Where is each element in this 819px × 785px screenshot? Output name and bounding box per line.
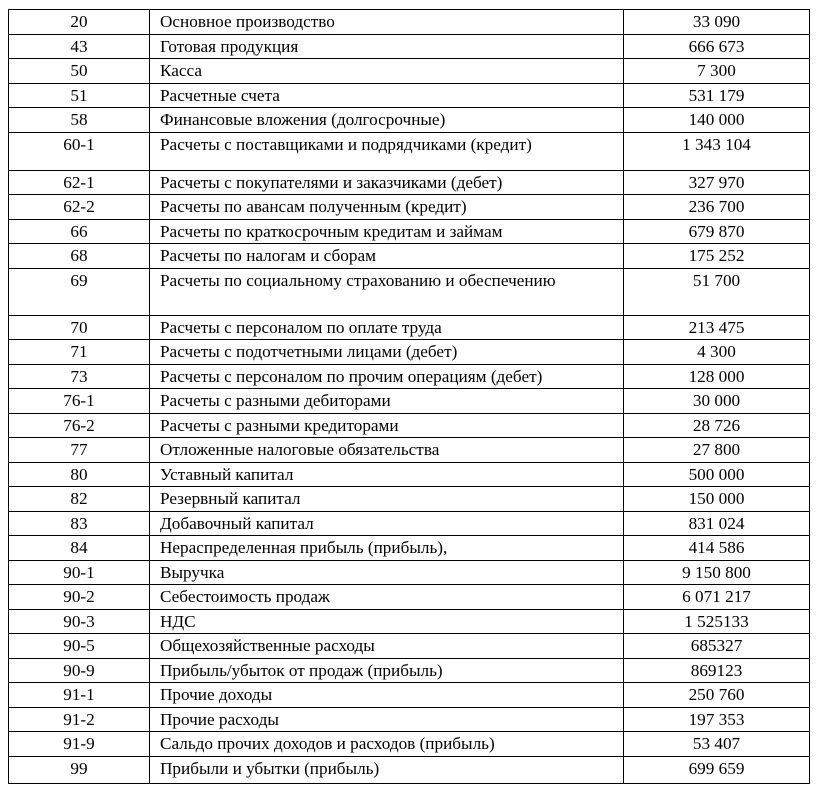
account-name: Расчеты по краткосрочным кредитам и займам bbox=[150, 219, 624, 244]
account-name: Общехозяйственные расходы bbox=[150, 634, 624, 659]
table-row bbox=[9, 756, 810, 783]
table-row bbox=[9, 364, 810, 389]
account-balance: 250 760 bbox=[624, 683, 810, 708]
account-code: 43 bbox=[9, 34, 150, 59]
account-name: Уставный капитал bbox=[150, 462, 624, 487]
account-name: Прочие расходы bbox=[150, 707, 624, 732]
account-name: Расчеты с разными дебиторами bbox=[150, 389, 624, 414]
account-code: 90-2 bbox=[9, 585, 150, 610]
account-balance: 7 300 bbox=[624, 59, 810, 84]
document-page bbox=[8, 9, 810, 784]
account-code: 71 bbox=[9, 340, 150, 365]
table-row bbox=[9, 34, 810, 59]
table-row bbox=[9, 438, 810, 463]
table-row bbox=[9, 132, 810, 170]
account-balance: 128 000 bbox=[624, 364, 810, 389]
account-name: Себестоимость продаж bbox=[150, 585, 624, 610]
account-code: 99 bbox=[9, 756, 150, 783]
account-balance: 699 659 bbox=[624, 756, 810, 783]
account-name: Основное производство bbox=[150, 10, 624, 35]
account-code: 76-1 bbox=[9, 389, 150, 414]
table-row bbox=[9, 170, 810, 195]
table-row bbox=[9, 462, 810, 487]
table-row bbox=[9, 389, 810, 414]
account-name: Расчеты по налогам и сборам bbox=[150, 244, 624, 269]
table-row bbox=[9, 195, 810, 220]
account-code: 91-1 bbox=[9, 683, 150, 708]
account-balance: 1 525133 bbox=[624, 609, 810, 634]
account-balance: 51 700 bbox=[624, 268, 810, 315]
table-row bbox=[9, 585, 810, 610]
account-balance: 500 000 bbox=[624, 462, 810, 487]
account-code: 83 bbox=[9, 511, 150, 536]
account-balance: 28 726 bbox=[624, 413, 810, 438]
account-name: Расчеты с подотчетными лицами (дебет) bbox=[150, 340, 624, 365]
table-row bbox=[9, 634, 810, 659]
account-name: Отложенные налоговые обязательства bbox=[150, 438, 624, 463]
account-code: 73 bbox=[9, 364, 150, 389]
account-name: Расчеты с разными кредиторами bbox=[150, 413, 624, 438]
account-balance: 175 252 bbox=[624, 244, 810, 269]
account-balance: 679 870 bbox=[624, 219, 810, 244]
account-code: 51 bbox=[9, 83, 150, 108]
account-balance: 33 090 bbox=[624, 10, 810, 35]
account-code: 76-2 bbox=[9, 413, 150, 438]
account-balance: 869123 bbox=[624, 658, 810, 683]
accounts-table bbox=[8, 9, 810, 784]
account-balance: 30 000 bbox=[624, 389, 810, 414]
table-row bbox=[9, 609, 810, 634]
table-row bbox=[9, 683, 810, 708]
account-balance: 140 000 bbox=[624, 108, 810, 133]
account-name: Расчеты с поставщиками и подрядчиками (кредит) bbox=[150, 132, 624, 170]
account-code: 80 bbox=[9, 462, 150, 487]
table-row bbox=[9, 219, 810, 244]
table-row bbox=[9, 511, 810, 536]
account-balance: 831 024 bbox=[624, 511, 810, 536]
account-name: Выручка bbox=[150, 560, 624, 585]
account-code: 62-2 bbox=[9, 195, 150, 220]
account-balance: 685327 bbox=[624, 634, 810, 659]
account-name: Прибыли и убытки (прибыль) bbox=[150, 756, 624, 783]
table-row bbox=[9, 268, 810, 315]
account-balance: 197 353 bbox=[624, 707, 810, 732]
account-name: Финансовые вложения (долгосрочные) bbox=[150, 108, 624, 133]
table-row bbox=[9, 413, 810, 438]
table-row bbox=[9, 658, 810, 683]
account-balance: 53 407 bbox=[624, 732, 810, 757]
account-code: 50 bbox=[9, 59, 150, 84]
account-code: 91-9 bbox=[9, 732, 150, 757]
table-row bbox=[9, 536, 810, 561]
account-balance: 213 475 bbox=[624, 315, 810, 340]
account-balance: 4 300 bbox=[624, 340, 810, 365]
account-code: 66 bbox=[9, 219, 150, 244]
table-row bbox=[9, 560, 810, 585]
table-row bbox=[9, 59, 810, 84]
account-name: Резервный капитал bbox=[150, 487, 624, 512]
account-name: Расчеты с покупателями и заказчиками (дебет) bbox=[150, 170, 624, 195]
account-balance: 1 343 104 bbox=[624, 132, 810, 170]
table-row bbox=[9, 732, 810, 757]
account-name: Расчетные счета bbox=[150, 83, 624, 108]
table-row bbox=[9, 315, 810, 340]
table-row bbox=[9, 340, 810, 365]
account-name: Расчеты с персоналом по оплате труда bbox=[150, 315, 624, 340]
account-code: 69 bbox=[9, 268, 150, 315]
account-name: Расчеты по социальному страхованию и обеспечению bbox=[150, 268, 624, 315]
table-row bbox=[9, 108, 810, 133]
account-name: Сальдо прочих доходов и расходов (прибыль) bbox=[150, 732, 624, 757]
account-balance: 236 700 bbox=[624, 195, 810, 220]
accounts-table-body bbox=[9, 10, 810, 784]
account-code: 60-1 bbox=[9, 132, 150, 170]
account-code: 90-9 bbox=[9, 658, 150, 683]
account-name: Нераспределенная прибыль (прибыль), bbox=[150, 536, 624, 561]
account-name: Касса bbox=[150, 59, 624, 84]
account-code: 77 bbox=[9, 438, 150, 463]
account-code: 91-2 bbox=[9, 707, 150, 732]
table-row bbox=[9, 83, 810, 108]
account-code: 90-3 bbox=[9, 609, 150, 634]
account-code: 70 bbox=[9, 315, 150, 340]
table-row bbox=[9, 487, 810, 512]
account-name: Прибыль/убыток от продаж (прибыль) bbox=[150, 658, 624, 683]
account-code: 90-5 bbox=[9, 634, 150, 659]
account-code: 82 bbox=[9, 487, 150, 512]
account-code: 62-1 bbox=[9, 170, 150, 195]
account-name: НДС bbox=[150, 609, 624, 634]
table-row bbox=[9, 10, 810, 35]
account-code: 68 bbox=[9, 244, 150, 269]
account-code: 90-1 bbox=[9, 560, 150, 585]
account-balance: 27 800 bbox=[624, 438, 810, 463]
account-balance: 327 970 bbox=[624, 170, 810, 195]
account-name: Добавочный капитал bbox=[150, 511, 624, 536]
account-name: Расчеты по авансам полученным (кредит) bbox=[150, 195, 624, 220]
account-balance: 666 673 bbox=[624, 34, 810, 59]
account-balance: 414 586 bbox=[624, 536, 810, 561]
account-code: 58 bbox=[9, 108, 150, 133]
account-balance: 150 000 bbox=[624, 487, 810, 512]
account-balance: 9 150 800 bbox=[624, 560, 810, 585]
table-row bbox=[9, 244, 810, 269]
account-balance: 531 179 bbox=[624, 83, 810, 108]
account-name: Расчеты с персоналом по прочим операциям (дебет) bbox=[150, 364, 624, 389]
account-balance: 6 071 217 bbox=[624, 585, 810, 610]
account-name: Прочие доходы bbox=[150, 683, 624, 708]
account-code: 84 bbox=[9, 536, 150, 561]
table-row bbox=[9, 707, 810, 732]
account-name: Готовая продукция bbox=[150, 34, 624, 59]
account-code: 20 bbox=[9, 10, 150, 35]
